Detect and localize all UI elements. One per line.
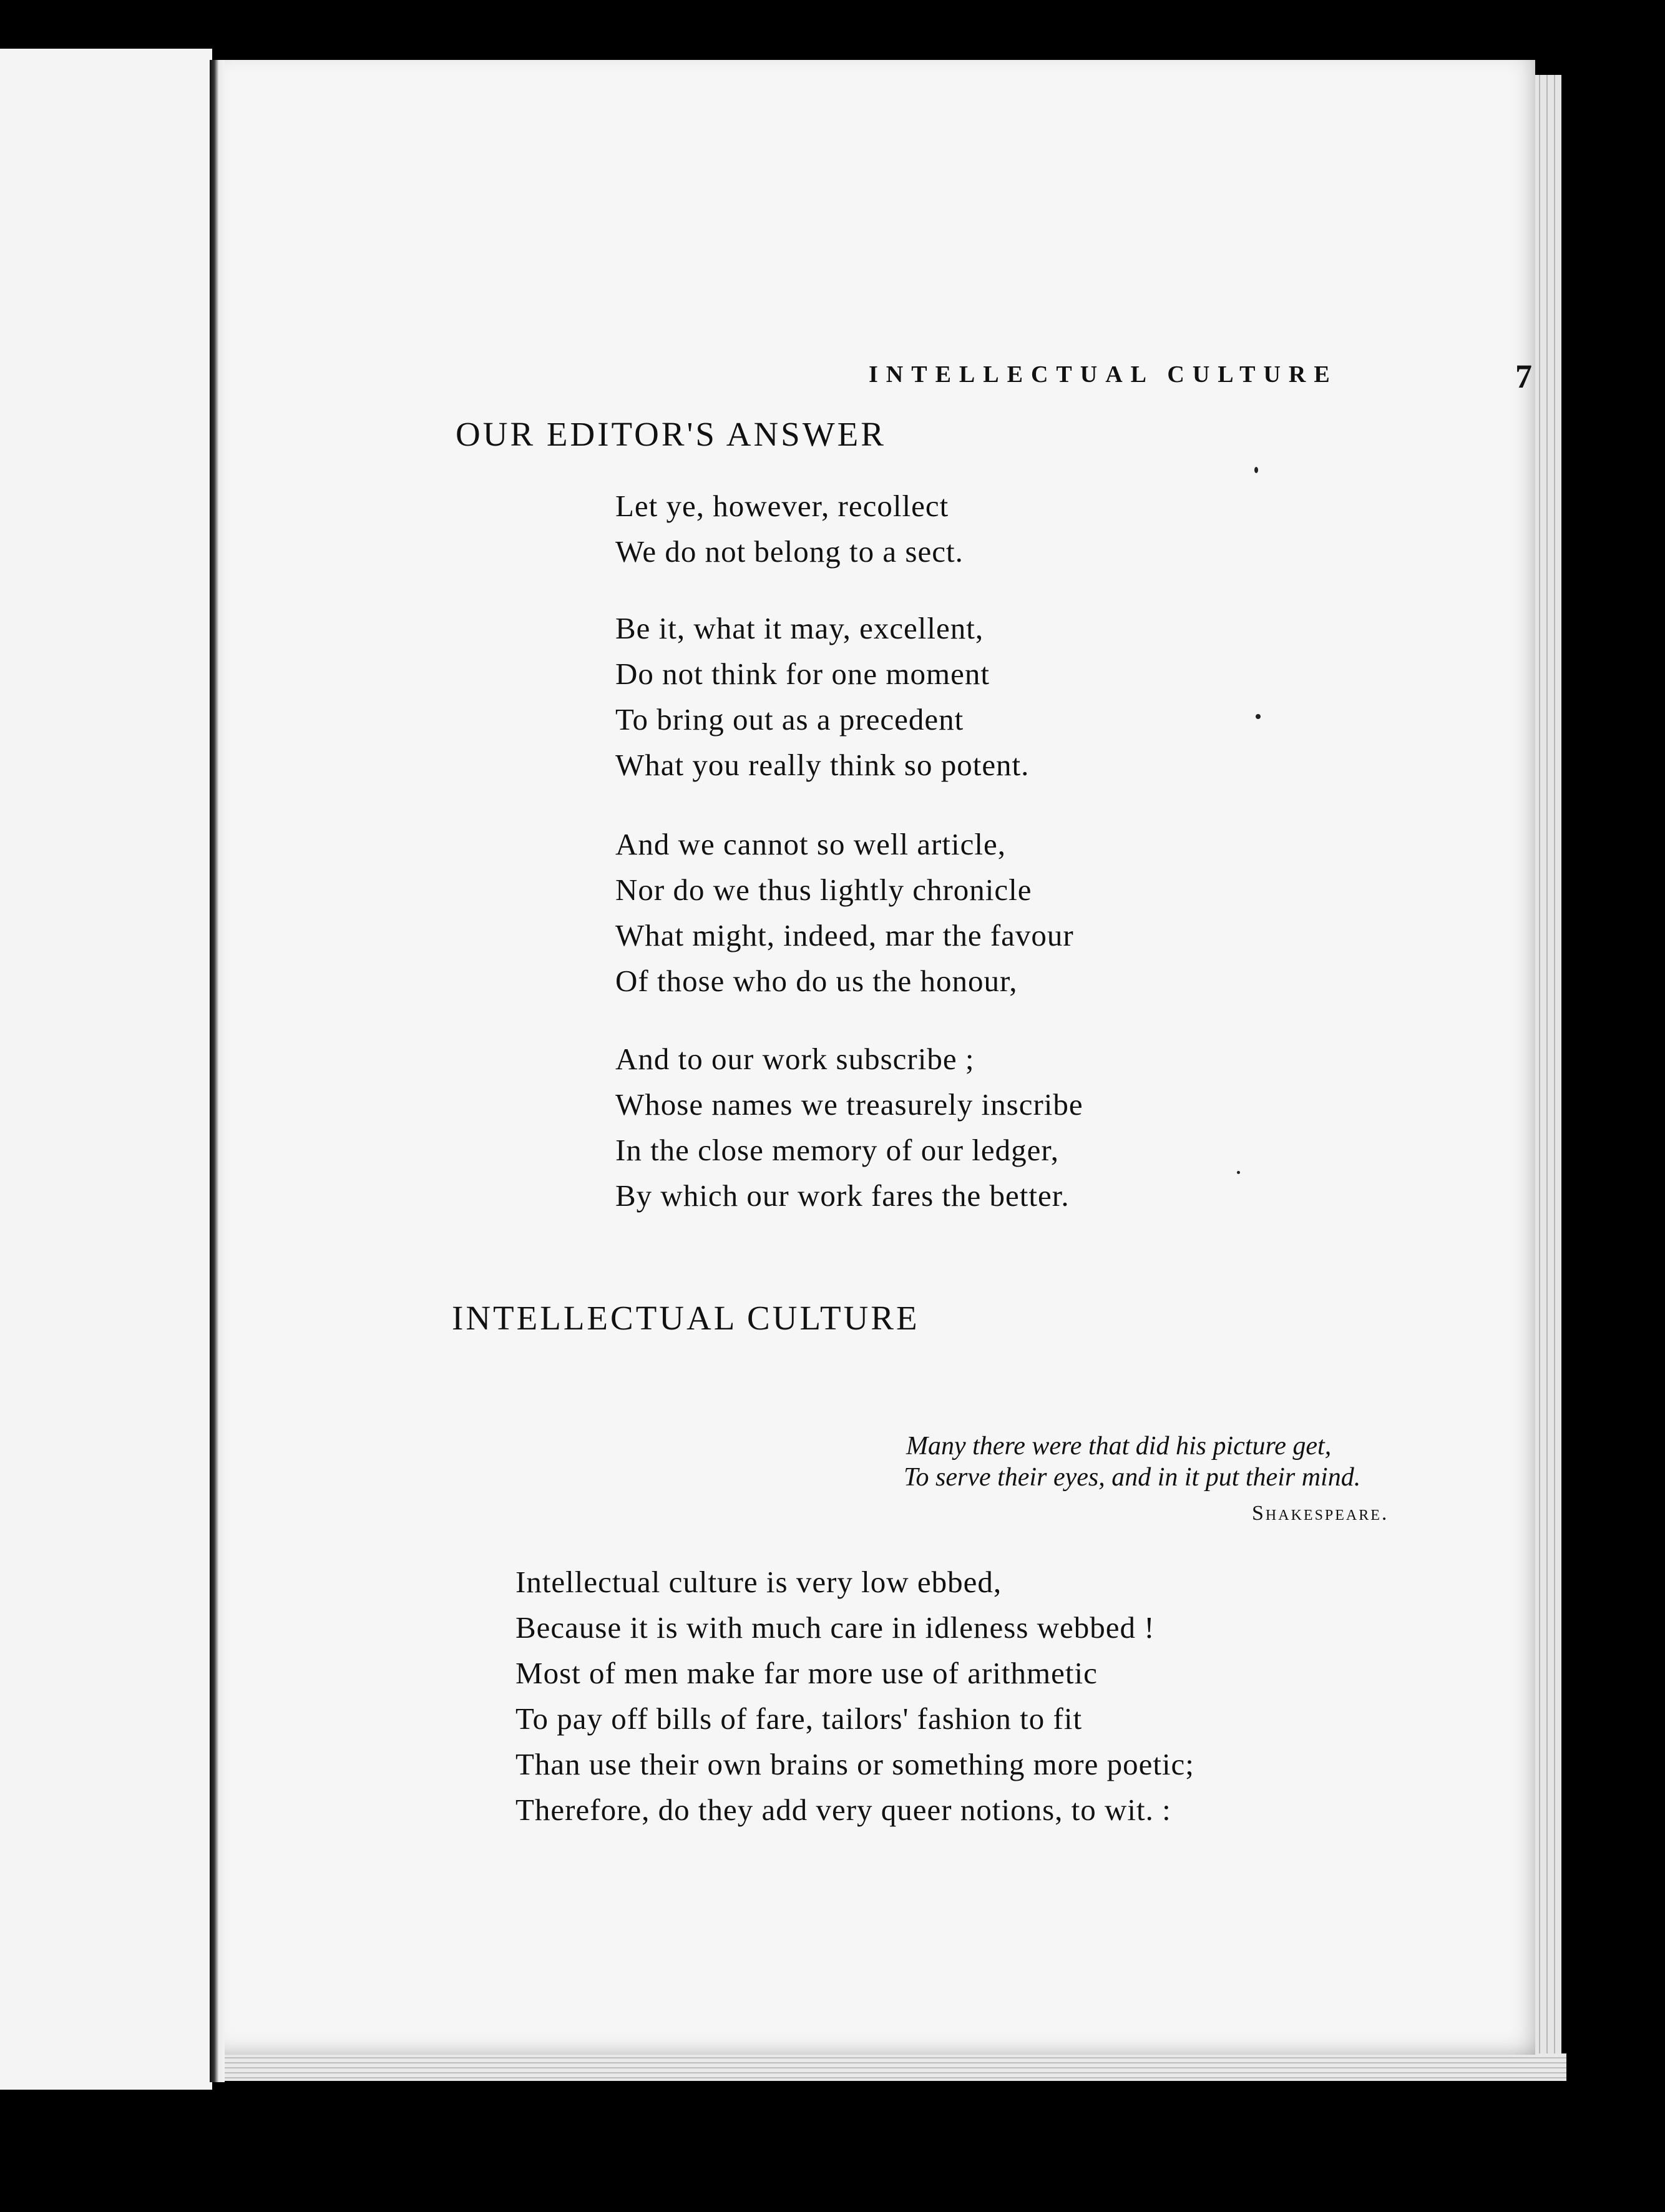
page-number: 7 xyxy=(1515,358,1532,395)
verse-line: Most of men make far more use of arithmetic xyxy=(515,1656,1098,1690)
epigraph-line: To serve their eyes, and in it put their mind. xyxy=(904,1463,1361,1492)
paper-speck xyxy=(1256,714,1261,719)
paper-speck xyxy=(1237,1171,1240,1174)
stanza xyxy=(615,1036,1083,1218)
verse-line: Let ye, however, recollect xyxy=(615,489,949,523)
book-page xyxy=(220,60,1535,2055)
verse-line: We do not belong to a sect. xyxy=(615,534,964,569)
verse-line: Whose names we treasurely inscribe xyxy=(615,1087,1083,1122)
verse-line: Because it is with much care in idleness webbed ! xyxy=(515,1610,1155,1645)
facing-page xyxy=(0,49,212,2090)
epigraph xyxy=(906,1431,1360,1493)
paper-speck xyxy=(1254,467,1258,473)
verse-line: Intellectual culture is very low ebbed, xyxy=(515,1565,1002,1599)
verse-line: Than use their own brains or something more poetic; xyxy=(515,1747,1194,1781)
page-edge-bottom xyxy=(218,2053,1566,2081)
verse-line: What you really think so potent. xyxy=(615,748,1030,782)
verse-line: In the close memory of our ledger, xyxy=(615,1133,1060,1167)
stanza xyxy=(515,1559,1194,1833)
poem-title: OUR EDITOR'S ANSWER xyxy=(456,415,886,453)
verse-line: And we cannot so well article, xyxy=(615,827,1006,861)
verse-line: Nor do we thus lightly chronicle xyxy=(615,873,1032,907)
epigraph-attribution: Shakespeare. xyxy=(1252,1502,1389,1525)
verse-line: And to our work subscribe ; xyxy=(615,1042,975,1076)
running-head: INTELLECTUAL CULTURE xyxy=(869,361,1338,388)
epigraph-line: Many there were that did his picture get, xyxy=(906,1432,1332,1461)
verse-line: Do not think for one moment xyxy=(615,657,990,691)
verse-line: To bring out as a precedent xyxy=(615,702,964,737)
verse-line: What might, indeed, mar the favour xyxy=(615,918,1074,952)
verse-line: Be it, what it may, excellent, xyxy=(615,611,984,645)
verse-line: To pay off bills of fare, tailors' fashion to fit xyxy=(515,1701,1083,1736)
stanza xyxy=(615,483,964,574)
verse-line: Therefore, do they add very queer notions, to wit. : xyxy=(515,1793,1171,1827)
verse-line: Of those who do us the honour, xyxy=(615,964,1018,998)
poem-title: INTELLECTUAL CULTURE xyxy=(452,1299,920,1337)
book-spine xyxy=(210,60,225,2082)
stanza xyxy=(615,821,1074,1004)
verse-line: By which our work fares the better. xyxy=(615,1178,1070,1213)
stanza xyxy=(615,605,1029,788)
